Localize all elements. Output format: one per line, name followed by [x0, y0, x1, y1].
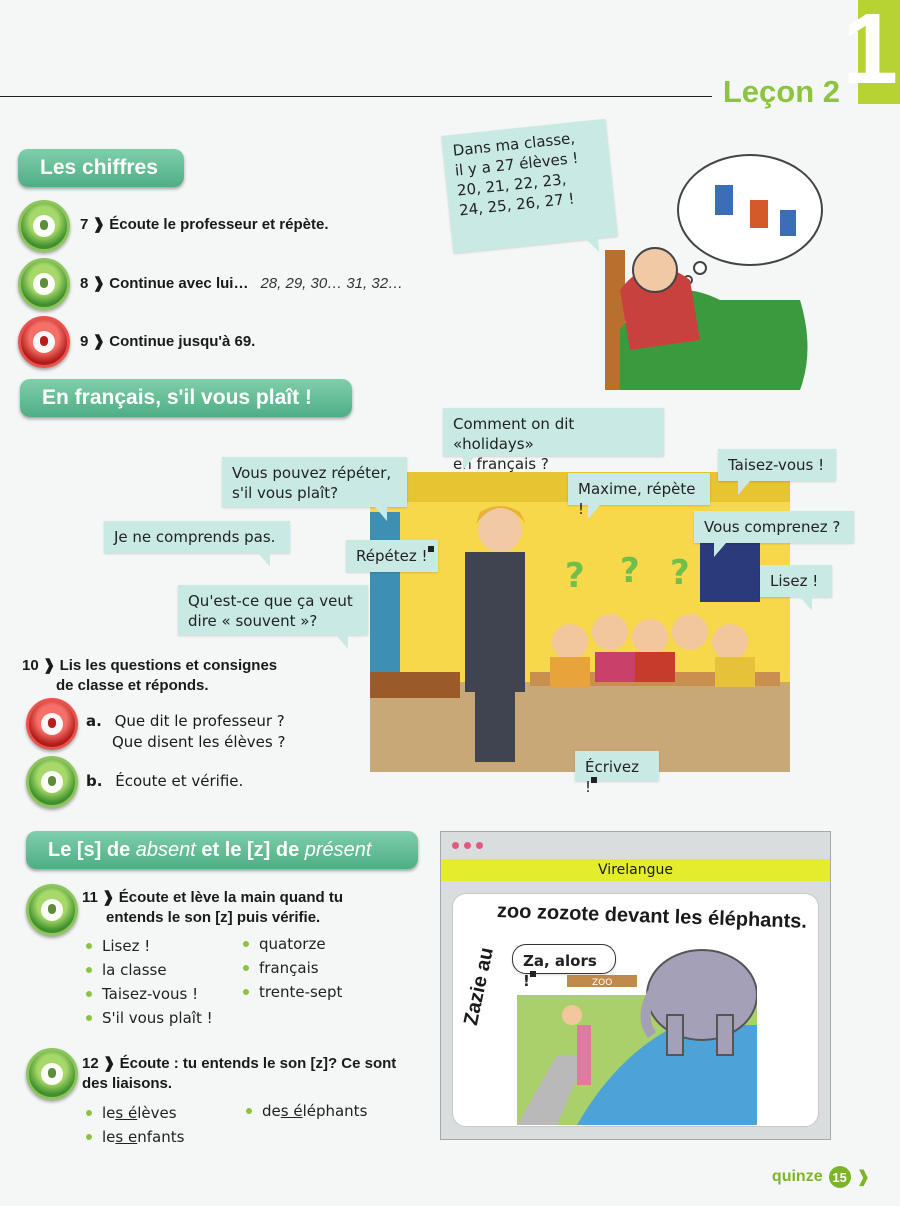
exercise-10-number: 10 [22, 657, 39, 674]
list-item: Lisez ! [86, 934, 213, 958]
exercise-8-numbers: 28, 29, 30… 31, 32… [260, 275, 404, 292]
exercise-10b-label: b. [86, 772, 103, 790]
list-item: la classe [86, 958, 213, 982]
liaison-underline: s é [280, 1102, 303, 1120]
svg-text:?: ? [620, 551, 640, 591]
section-title-francais: En français, s'il vous plaît ! [20, 379, 352, 417]
exercise-8: 8 ❱ Continue avec lui… 28, 29, 30… 31, 32… [80, 275, 404, 292]
liaison-underline: s e [115, 1128, 138, 1146]
list-item-les-eleves: les élèves [86, 1101, 184, 1125]
speech-bubble-taisez: Taisez-vous ! [718, 449, 836, 481]
section-sons-part1: Le [s] de [48, 838, 136, 861]
listen-button-10b[interactable] [26, 756, 78, 808]
speech-bubble-souvent: Qu'est-ce que ça veut dire « souvent »? [178, 585, 368, 635]
speech-bubble-maxime: Maxime, répète ! [568, 473, 710, 505]
exercise-12-number: 12 [82, 1055, 99, 1072]
speech-bubble-comprenez: Vous comprenez ? [694, 511, 854, 543]
speak-button-9[interactable] [18, 316, 70, 368]
exercise-11: 11 ❱ Écoute et lève la main quand tu entends le son [z] puis vérifie. [82, 889, 343, 926]
chevron-right-icon: ❱ [856, 1169, 870, 1186]
speech-bubble-repeter: Vous pouvez répéter, s'il vous plaît? [222, 457, 407, 507]
tongue-twister-line2: zoo zozote devant les éléphants. [496, 900, 808, 933]
list-item: Taisez-vous ! [86, 982, 213, 1006]
exercise-12-text2: des liaisons. [82, 1075, 173, 1092]
speech-bubble-lisez: Lisez ! [760, 565, 832, 597]
exercise-10-text1: Lis les questions et consignes [59, 657, 278, 674]
exercise-12-list-1 [86, 1101, 184, 1149]
page-word: quinze [771, 1168, 823, 1185]
exercise-11-text2: entends le son [z] puis vérifie. [106, 909, 321, 926]
section-title-sons [26, 831, 418, 869]
speech-bubble-za-alors: Za, alors ! [512, 944, 616, 974]
exercise-9: 9 ❱ Continue jusqu'à 69. [80, 333, 256, 350]
exercise-10a-label: a. [86, 712, 102, 730]
exercise-10b [86, 772, 243, 790]
headphones-icon [33, 215, 55, 237]
speaking-icon [41, 713, 63, 735]
window-dot [452, 842, 459, 849]
speech-bubble-comprends: Je ne comprends pas. [104, 521, 290, 553]
exercise-8-number: 8 [80, 275, 89, 292]
lesson-title: Leçon 2 [722, 74, 840, 109]
exercise-9-number: 9 [80, 333, 89, 350]
listen-button-7[interactable] [18, 200, 70, 252]
exercise-10a-line2: Que disent les élèves ? [112, 733, 286, 751]
tongue-twister-left [452, 935, 497, 1035]
window-dot [476, 842, 483, 849]
exercise-12-text1: Écoute : tu entends le son [z]? Ce sont [119, 1055, 397, 1072]
exercise-10: 10 ❱ Lis les questions et consignes de classe et réponds. [22, 657, 278, 694]
list-item-des-elephants: des éléphants [246, 1099, 367, 1123]
exercise-9-text: Continue jusqu'à 69. [109, 333, 256, 350]
zoo-sign: ZOO [592, 978, 613, 988]
list-item: trente-sept [243, 980, 342, 1004]
exercise-12-list-2 [246, 1099, 367, 1123]
exercise-11-number: 11 [82, 889, 98, 906]
exercise-7: 7 ❱ Écoute le professeur et répète. [80, 216, 329, 233]
speech-bubble-27-eleves: Dans ma classe, il y a 27 élèves ! 20, 21, 22, 23, 24, 25, 26, 27 ! [441, 119, 617, 254]
exercise-11-list-2 [243, 932, 342, 1004]
liaison-underline: s é [115, 1104, 138, 1122]
svg-text:?: ? [670, 553, 690, 593]
exercise-7-number: 7 [80, 216, 89, 233]
exercise-10-text2: de classe et réponds. [56, 677, 209, 694]
speech-bubble-ecrivez: Écrivez ! [575, 751, 659, 781]
exercise-10a [86, 711, 285, 753]
section-sons-part2: et le [z] de [195, 838, 305, 861]
unit-number: 1 [842, 0, 898, 105]
exercise-8-text: Continue avec lui… [109, 275, 249, 292]
exercise-11-list-1 [86, 934, 213, 1030]
virelangue-title: Virelangue [441, 859, 830, 881]
speech-bubble-repetez: Répétez ! [346, 540, 438, 572]
section-title-chiffres: Les chiffres [18, 149, 184, 187]
listen-button-8[interactable] [18, 258, 70, 310]
exercise-7-text: Écoute le professeur et répète. [109, 216, 329, 233]
list-item: quatorze [243, 932, 342, 956]
list-item: S'il vous plaît ! [86, 1006, 213, 1030]
svg-text:?: ? [565, 556, 585, 596]
page-number: 15 [829, 1166, 851, 1188]
page-footer [772, 1166, 870, 1188]
list-item: français [243, 956, 342, 980]
headphones-icon [33, 273, 55, 295]
headphones-icon [41, 1063, 63, 1085]
sleeping-man-illustration [600, 150, 830, 390]
speak-button-10a[interactable] [26, 698, 78, 750]
exercise-10a-line1: Que dit le professeur ? [114, 712, 285, 730]
section-sons-absent: absent [135, 838, 196, 861]
list-item-les-enfants: les enfants [86, 1125, 184, 1149]
exercise-12: 12 ❱ Écoute : tu entends le son [z]? Ce sont des liaisons. [82, 1055, 397, 1092]
section-sons-present: présent [304, 838, 372, 861]
exercise-11-text1: Écoute et lève la main quand tu [118, 889, 343, 906]
speech-bubble-holidays: Comment on dit «holidays» en français ? [443, 408, 664, 456]
listen-button-11[interactable] [26, 884, 78, 936]
listen-button-12[interactable] [26, 1048, 78, 1100]
headphones-icon [41, 899, 63, 921]
headphones-icon [41, 771, 63, 793]
header-rule [0, 96, 712, 97]
tongue-twister-line1: Zazie au [460, 945, 498, 1028]
speaking-icon [33, 331, 55, 353]
window-dot [464, 842, 471, 849]
exercise-10b-text: Écoute et vérifie. [115, 772, 244, 790]
